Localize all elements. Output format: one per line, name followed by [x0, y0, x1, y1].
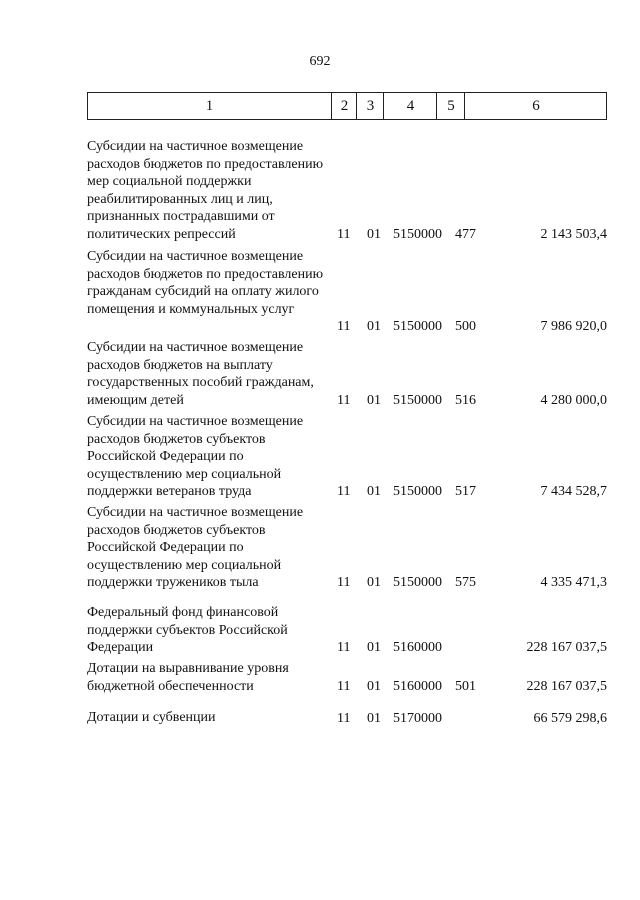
row-subsection: 01: [367, 318, 381, 334]
row-amount: 7 986 920,0: [540, 318, 607, 334]
row-name: Субсидии на частичное возмещение расходов бюджетов субъектов Российской Федерации по осуществлению мер социальной поддержки тружеников тыла: [87, 505, 304, 590]
header-col-4: 4: [383, 93, 437, 119]
row-name: Субсидии на частичное возмещение расходов бюджетов субъектов Российской Федерации по осуществлению мер социальной поддержки ветеранов труда: [87, 414, 304, 499]
row-target-code: 5150000: [393, 574, 442, 590]
row-expense-type: 516: [455, 392, 476, 408]
row-section: 11: [337, 574, 351, 590]
row-expense-type: 575: [455, 574, 476, 590]
row-section: 11: [337, 392, 351, 408]
header-col-1: 1: [205, 98, 214, 114]
row-name: Субсидии на частичное возмещение расходов бюджетов по предоставлению гражданам субсидий на оплату жилого помещения и коммунальных услуг: [87, 249, 324, 317]
table-header: [87, 92, 607, 120]
table-row: [87, 660, 607, 695]
row-amount: 66 579 298,6: [533, 710, 607, 726]
row-expense-type: 501: [455, 678, 476, 694]
row-subsection: 01: [367, 574, 381, 590]
row-target-code: 5160000: [393, 639, 442, 655]
header-col-6: 6: [464, 93, 607, 119]
row-section: 11: [337, 678, 351, 694]
row-section: 11: [337, 483, 351, 499]
row-section: 11: [337, 318, 351, 334]
table-row: [87, 413, 607, 500]
row-amount: 7 434 528,7: [540, 483, 607, 499]
header-col-2: 2: [331, 93, 357, 119]
row-name: Дотации и субвенции: [87, 710, 216, 725]
table-row: [87, 339, 607, 409]
row-subsection: 01: [367, 710, 381, 726]
table-row: [87, 709, 607, 727]
row-name: Федеральный фонд финансовой поддержки субъектов Российской Федерации: [87, 605, 288, 655]
row-subsection: 01: [367, 226, 381, 242]
row-subsection: 01: [367, 483, 381, 499]
row-amount: 228 167 037,5: [526, 678, 607, 694]
row-amount: 2 143 503,4: [540, 226, 607, 242]
row-section: 11: [337, 226, 351, 242]
row-name: Дотации на выравнивание уровня бюджетной обеспеченности: [87, 661, 289, 694]
page-number: 692: [309, 54, 331, 69]
row-subsection: 01: [367, 639, 381, 655]
row-target-code: 5160000: [393, 678, 442, 694]
row-amount: 4 335 471,3: [540, 574, 607, 590]
table-row: [87, 604, 607, 656]
table-row: [87, 504, 607, 591]
row-subsection: 01: [367, 392, 381, 408]
row-amount: 4 280 000,0: [540, 392, 607, 408]
header-col-5: 5: [436, 93, 465, 119]
row-target-code: 5150000: [393, 392, 442, 408]
row-name: Субсидии на частичное возмещение расходов бюджетов по предоставлению мер социальной поддержки реабилитированных лиц и лиц, признанных пострадавшими от политических репрессий: [87, 139, 324, 242]
row-expense-type: 477: [455, 226, 476, 242]
row-target-code: 5150000: [393, 226, 442, 242]
row-target-code: 5150000: [393, 318, 442, 334]
row-section: 11: [337, 710, 351, 726]
row-expense-type: 517: [455, 483, 476, 499]
table-row: [87, 138, 607, 243]
header-col-3: 3: [356, 93, 384, 119]
row-expense-type: 500: [455, 318, 476, 334]
row-target-code: 5170000: [393, 710, 442, 726]
row-name: Субсидии на частичное возмещение расходов бюджетов на выплату государственных пособий гражданам, имеющим детей: [87, 340, 314, 408]
table-row: [87, 248, 607, 335]
row-subsection: 01: [367, 678, 381, 694]
row-section: 11: [337, 639, 351, 655]
row-amount: 228 167 037,5: [526, 639, 607, 655]
row-target-code: 5150000: [393, 483, 442, 499]
